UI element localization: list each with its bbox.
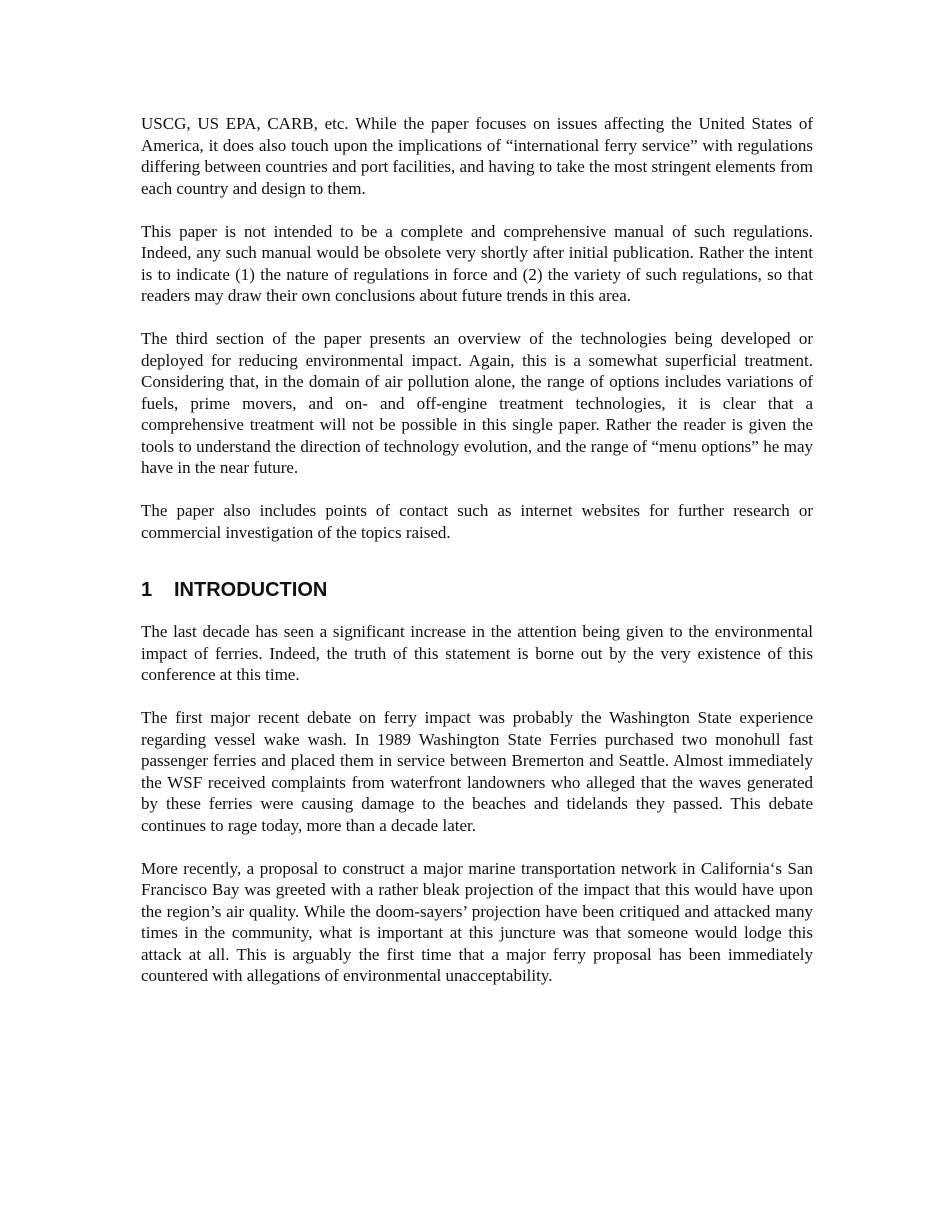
paragraph: More recently, a proposal to construct a major marine transportation network in California‘s San Francisco Bay was greeted with a rather bleak projection of the impact that this would have upon the region’s air quality. While the doom-sayers’ projection have been critiqued and attacked many times in the community, what is important at this juncture was that someone would lodge this attack at all. This is arguably the first time that a major ferry proposal has been immediately countered with allegations of environmental unacceptability.: [141, 858, 813, 985]
section-number: 1: [141, 579, 153, 601]
paragraph: The paper also includes points of contact such as internet websites for further research or commercial investigation of the topics raised.: [141, 501, 813, 542]
paragraph: The first major recent debate on ferry impact was probably the Washington State experience regarding vessel wake wash. In 1989 Washington State Ferries purchased two monohull fast passenger ferries and placed them in service between Bremerton and Seattle. Almost immediately the WSF received complaints from waterfront landowners who alleged that the waves generated by these ferries were causing damage to the beaches and tidelands they passed. This debate continues to rage today, more than a decade later.: [141, 708, 813, 835]
paragraph: This paper is not intended to be a complete and comprehensive manual of such regulations. Indeed, any such manual would be obsolete very shortly after initial publication. Rather the intent is to indicate (1) the nature of regulations in force and (2) the variety of such regulations, so that readers may draw their own conclusions about future trends in this area.: [141, 221, 813, 305]
document-page: [141, 113, 813, 1008]
section-heading: [141, 578, 813, 602]
section-title: INTRODUCTION: [174, 579, 328, 601]
paragraph: USCG, US EPA, CARB, etc. While the paper focuses on issues affecting the United States of America, it does also touch upon the implications of “international ferry service” with regulations differing between countries and port facilities, and having to take the most stringent elements from each country and design to them.: [141, 114, 813, 198]
paragraph: The last decade has seen a significant increase in the attention being given to the environmental impact of ferries. Indeed, the truth of this statement is borne out by the very existence of this conference at this time.: [141, 622, 813, 684]
paragraph: The third section of the paper presents an overview of the technologies being developed or deployed for reducing environmental impact. Again, this is a somewhat superficial treatment. Considering that, in the domain of air pollution alone, the range of options includes variations of fuels, prime movers, and on- and off-engine treatment technologies, it is clear that a comprehensive treatment will not be possible in this single paper. Rather the reader is given the tools to understand the direction of technology evolution, and the range of “menu options” he may have in the near future.: [141, 329, 813, 477]
